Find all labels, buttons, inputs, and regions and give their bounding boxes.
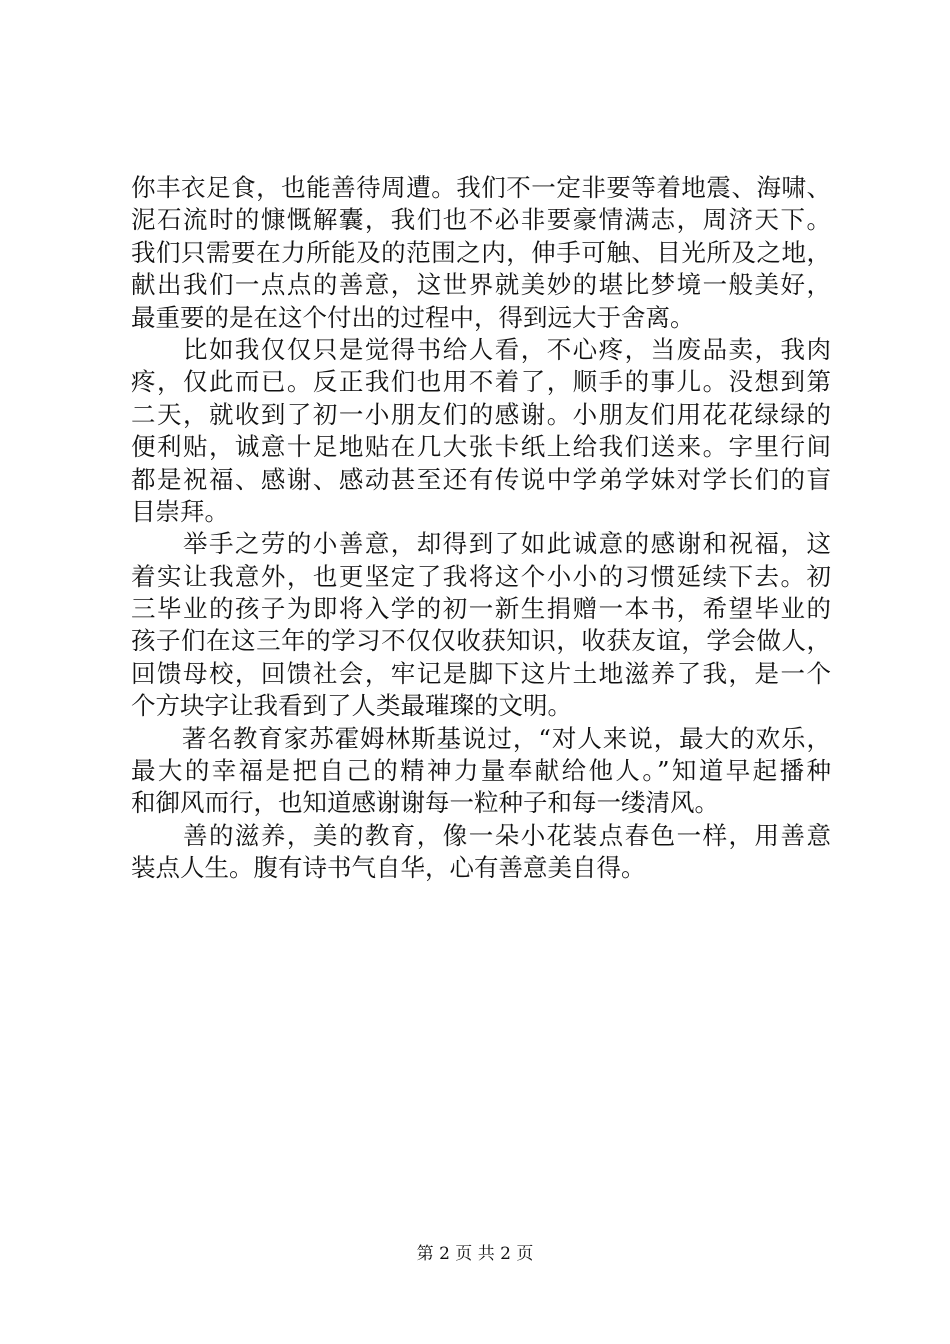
text-line: 个方块字让我看到了人类最璀璨的文明。 xyxy=(131,691,572,721)
text-line: 我们只需要在力所能及的范围之内，伸手可触、目光所及之地， xyxy=(131,237,831,267)
text-line: 二天，就收到了初一小朋友们的感谢。小朋友们用花花绿绿的 xyxy=(131,399,831,429)
text-line: 孩子们在这三年的学习不仅仅收获知识，收获友谊，学会做人， xyxy=(131,626,831,656)
text-line: 著名教育家苏霍姆林斯基说过，“对人来说，最大的欢乐， xyxy=(131,723,831,753)
text-line: 你丰衣足食，也能善待周遭。我们不一定非要等着地震、海啸、 xyxy=(131,173,831,202)
text-line: 最重要的是在这个付出的过程中，得到远大于舍离。 xyxy=(131,302,695,332)
text-line: 和御风而行，也知道感谢谢每一粒种子和每一缕清风。 xyxy=(131,788,719,818)
text-line: 举手之劳的小善意，却得到了如此诚意的感谢和祝福，这 xyxy=(131,529,831,559)
text-line: 三毕业的孩子为即将入学的初一新生捐赠一本书，希望毕业的 xyxy=(131,594,831,624)
text-line: 都是祝福、感谢、感动甚至还有传说中学弟学妹对学长们的盲 xyxy=(131,464,831,494)
text-line: 疼，仅此而已。反正我们也用不着了，顺手的事儿。没想到第 xyxy=(131,367,831,397)
text-line: 装点人生。腹有诗书气自华，心有善意美自得。 xyxy=(131,853,646,883)
body-text xyxy=(131,172,831,885)
text-line: 便利贴，诚意十足地贴在几大张卡纸上给我们送来。字里行间 xyxy=(131,432,831,462)
text-line: 献出我们一点点的善意，这世界就美妙的堪比梦境一般美好， xyxy=(131,270,831,300)
text-line: 回馈母校，回馈社会，牢记是脚下这片土地滋养了我，是一个 xyxy=(131,658,831,688)
text-line: 比如我仅仅只是觉得书给人看，不心疼，当废品卖，我肉 xyxy=(131,334,831,364)
text-line: 最大的幸福是把自己的精神力量奉献给他人。”知道早起播种 xyxy=(131,756,831,786)
page-footer: 第 2 页 共 2 页 xyxy=(416,1244,534,1264)
text-line: 泥石流时的慷慨解囊，我们也不必非要豪情满志，周济天下。 xyxy=(131,205,831,235)
text-line: 目崇拜。 xyxy=(131,496,229,526)
text-line: 着实让我意外，也更坚定了我将这个小小的习惯延续下去。初 xyxy=(131,561,831,591)
text-line: 善的滋养，美的教育，像一朵小花装点春色一样，用善意 xyxy=(131,820,831,850)
